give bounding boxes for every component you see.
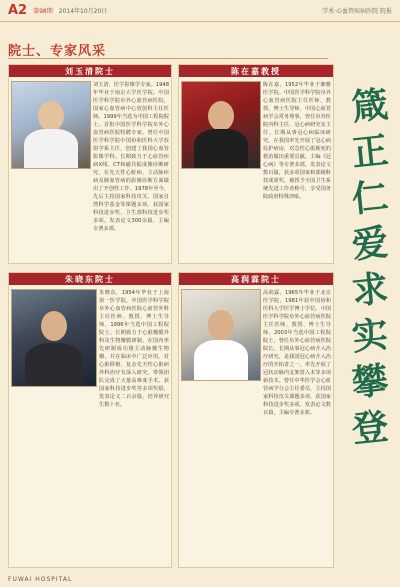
section-divider [8, 58, 328, 59]
expert-photo [181, 289, 261, 381]
section-title: 院士、专家风采 [8, 43, 107, 59]
expert-bio-continued [13, 171, 169, 261]
page-number: A2 [8, 3, 28, 18]
expert-name: 陈在嘉教授 [179, 65, 333, 77]
calligraphy-char: 攀 [349, 359, 391, 405]
expert-photo [181, 81, 261, 169]
calligraphy-motto [346, 83, 394, 558]
expert-card-4 [178, 272, 334, 568]
calligraphy-char: 仁 [349, 175, 391, 221]
expert-bio: 刘玉清，医学影像学专家。1948年毕业于南京大学医学院。中国医学科学院阜外心血管病医院，国家心血管病中心放射科主任医师。1999年当选为中国工程院院士。首批中国医学科学院阜外心血管病医院特聘专家。曾任中国医学科学院中国协和医科大学放射学系主任，创建了我国心血管影像学科。长期致力于心血管疾病X线、CT和磁共振成像诊断研究，在先天性心脏病、主动脉疾病及肺血管病的影像诊断方面做出了开创性工作。1978年至今，先后主持国家科技攻关、国家自然科学基金等课题多项。获国家科技进步奖、卫生部科技进步奖多项。发表论文300余篇，主编专著多部。 [93, 82, 169, 232]
section-banner [8, 40, 106, 58]
expert-card-2 [178, 64, 334, 264]
issue-number: 第98期 [33, 8, 53, 15]
expert-card-1 [8, 64, 172, 264]
page-footer: FUWAI HOSPITAL [8, 576, 73, 583]
expert-bio: 陈在嘉，1952年毕业于湘雅医学院。中国医学科学院阜外心血管病医院主任医师、教授、博士生导师，中国心血管病学会常务理事，曾任阜外医院内科主任、冠心病研究室主任。长期从事冠心病临床研究，在我国率先开展了冠心病监护病房，对急性心肌梗死的救治做出重要贡献。主编《冠心病》等专著多部，发表论文数百篇，获多项国家和部级科技成果奖，被授予全国卫生系统先进工作者称号，享受国务院政府特殊津贴。 [263, 82, 331, 200]
issue-date: 2014年10月20日 [58, 8, 108, 15]
expert-name: 朱晓东院士 [9, 273, 171, 285]
calligraphy-char: 求 [349, 267, 391, 313]
expert-photo [11, 289, 97, 387]
calligraphy-char: 登 [349, 405, 391, 451]
calligraphy-char: 箴 [349, 83, 391, 129]
expert-bio: 朱晓东，1954年毕业于上海第一医学院。中国医学科学院阜外心血管病医院心血管外科主任医师、教授、博士生导师，1996年当选中国工程院院士。长期致力于心脏瓣膜外科及生物瓣膜研制，在国内率先研制成功猪主动脉瓣生物瓣，并在临床中广泛应用。对心脏移植、复杂先天性心脏病外科治疗有深入研究，带领团队完成了大量高难度手术。获国家科技进步奖等多项奖励，发表论文二百余篇，培养研究生数十名。 [99, 290, 169, 408]
calligraphy-char: 实 [349, 313, 391, 359]
calligraphy-char: 爱 [349, 221, 391, 267]
calligraphy-char: 正 [349, 129, 391, 175]
expert-card-3 [8, 272, 172, 568]
expert-name: 高润霖院士 [179, 273, 333, 285]
expert-photo [11, 81, 91, 169]
page-header [0, 0, 400, 22]
newspaper-name: 学术·心血管疾病医院 院报 [322, 8, 392, 15]
expert-name: 刘玉清院士 [9, 65, 171, 77]
expert-bio: 高润霖，1965年毕业于北京医学院，1981年获中国协和医科大学医学博士学位。中国医学科学院阜外心血管病医院主任医师、教授、博士生导师，2003年当选中国工程院院士，曾任阜外心血管病医院院长。长期从事冠心病介入治疗研究，是我国冠心病介入治疗的开拓者之一，率先开展了冠状动脉内支架置入术等多项新技术。曾任中华医学会心血管病学分会主任委员，主持国家科技攻关课题多项，获国家科技进步奖多项，发表论文数百篇，主编专著多部。 [263, 290, 331, 416]
